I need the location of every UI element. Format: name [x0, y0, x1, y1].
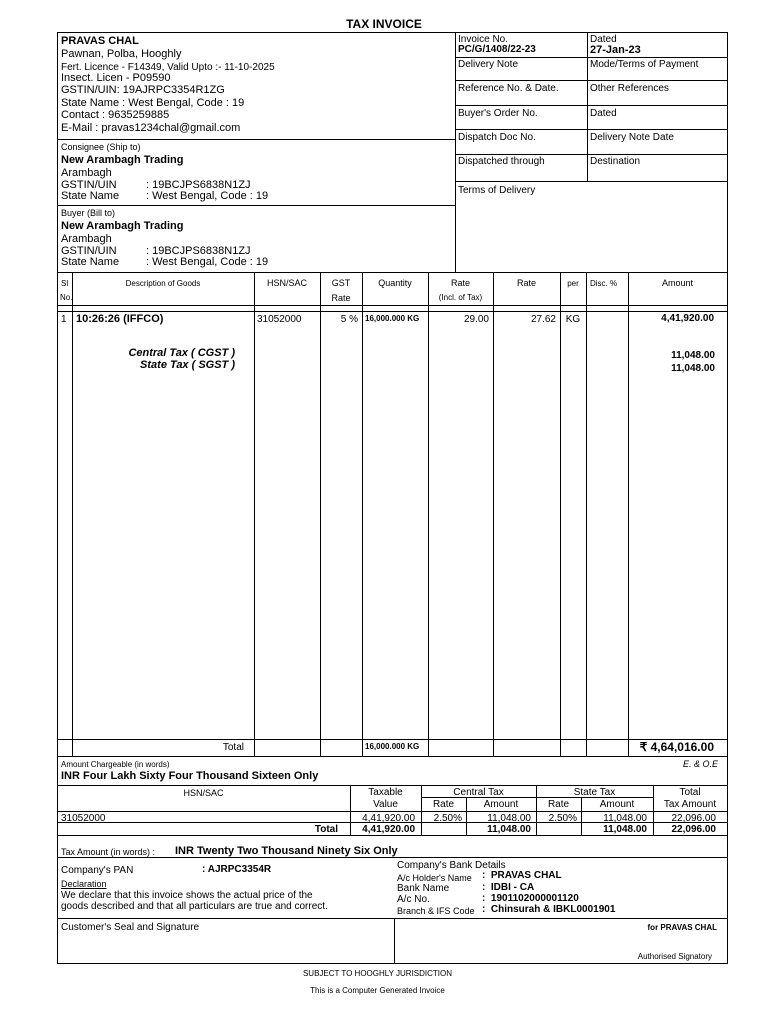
col-gst-rate: Rate	[331, 293, 351, 303]
declaration-line-1: We declare that this invoice shows the actual price of the	[61, 890, 313, 901]
hsn-row-taxable: 4,41,920.00	[362, 813, 415, 824]
item-per: KG	[565, 314, 581, 325]
sgst-label: State Tax ( SGST )	[140, 359, 235, 371]
consignee-state-label: State Name	[61, 190, 120, 202]
order-dated-label: Dated	[590, 108, 617, 119]
hsn-total-c-amount: 11,048.00	[487, 824, 531, 835]
seller-state: State Name : West Bengal, Code : 19	[61, 97, 245, 109]
hsn-col-total: Total	[679, 787, 701, 798]
acno-value: : 1901102000001120	[482, 893, 579, 904]
buyer-state: : West Bengal, Code : 19	[146, 256, 269, 268]
grand-total: ₹ 4,64,016.00	[639, 740, 714, 754]
hsn-col-value: Value	[373, 799, 398, 810]
hsn-total-label: Total	[314, 824, 338, 835]
consignee-gstin-label: GSTIN/UIN	[61, 179, 117, 191]
consignee-heading: Consignee (Ship to)	[61, 142, 141, 152]
delivery-note-date-label: Delivery Note Date	[590, 132, 674, 143]
dispatched-through-label: Dispatched through	[458, 156, 545, 167]
buyer-gstin: : 19BCJPS6838N1ZJ	[146, 245, 251, 257]
dispatch-doc-label: Dispatch Doc No.	[458, 132, 536, 143]
hsn-row-s-rate: 2.50%	[548, 813, 577, 824]
invoice-no: PC/G/1408/22-23	[458, 44, 536, 55]
seller-address: Pawnan, Polba, Hooghly	[61, 48, 182, 60]
declaration-heading: Declaration	[61, 879, 107, 889]
buyer-gstin-label: GSTIN/UIN	[61, 245, 117, 257]
hsn-row-c-amount: 11,048.00	[487, 813, 531, 824]
col-rate-incl-sub: (Incl. of Tax)	[438, 293, 483, 302]
dated-label: Dated	[590, 34, 617, 45]
seller-name: PRAVAS CHAL	[61, 35, 139, 47]
col-disc: Disc. %	[590, 279, 618, 288]
items-total-label: Total	[222, 742, 244, 753]
tax-words-label: Tax Amount (in words) :	[61, 847, 156, 857]
hsn-total-total: 22,096.00	[671, 824, 716, 835]
hsn-total-taxable: 4,41,920.00	[362, 824, 415, 835]
hsn-row-code: 31052000	[61, 813, 106, 824]
col-hsn: HSN/SAC	[266, 278, 307, 288]
seller-licence: Fert. Licence - F14349, Valid Upto :- 11-10-2025	[61, 62, 275, 73]
hsn-total-s-amount: 11,048.00	[603, 824, 647, 835]
declaration-line-2: goods described and that all particulars are true and correct.	[61, 901, 328, 912]
col-amount: Amount	[661, 278, 694, 288]
item-gst-rate: 5 %	[340, 314, 358, 325]
seller-insect-licence: Insect. Licen - P09590	[61, 72, 171, 84]
delivery-note-label: Delivery Note	[458, 59, 519, 70]
branch-label: Branch & IFS Code	[397, 906, 475, 916]
item-description: 10:26:26 (IFFCO)	[76, 313, 164, 325]
cgst-amount: 11,048.00	[671, 350, 715, 361]
seller-contact: Contact : 9635259885	[61, 109, 170, 121]
terms-of-delivery-label: Terms of Delivery	[458, 185, 536, 196]
col-description: Description of Goods	[125, 279, 201, 288]
mode-terms-label: Mode/Terms of Payment	[590, 59, 699, 70]
hsn-col-s-amount: Amount	[599, 799, 635, 810]
col-per: per	[567, 279, 579, 288]
col-quantity: Quantity	[378, 278, 412, 288]
col-sl: Sl	[61, 279, 69, 288]
invoice-title: TAX INVOICE	[346, 17, 422, 31]
consignee-place: Arambagh	[61, 167, 112, 179]
item-rate: 27.62	[530, 314, 556, 325]
invoice-date: 27-Jan-23	[590, 44, 641, 56]
jurisdiction-note: SUBJECT TO HOOGHLY JURISDICTION	[302, 969, 453, 978]
col-rate: Rate	[516, 278, 536, 288]
hsn-row-c-rate: 2.50%	[433, 813, 462, 824]
frame-bottom	[57, 963, 728, 964]
consignee-state: : West Bengal, Code : 19	[146, 190, 269, 202]
buyer-state-label: State Name	[61, 256, 120, 268]
item-quantity: 16,000.000 KG	[365, 314, 420, 323]
item-rate-incl: 29.00	[463, 314, 489, 325]
item-sl: 1	[61, 314, 67, 325]
holder-label: A/c Holder's Name	[397, 873, 472, 883]
sgst-amount: 11,048.00	[671, 363, 715, 374]
consignee-name: New Arambagh Trading	[61, 154, 184, 166]
cgst-label: Central Tax ( CGST )	[128, 347, 235, 359]
reference-no-label: Reference No. & Date.	[458, 83, 559, 94]
customer-signature-label: Customer's Seal and Signature	[61, 922, 200, 933]
destination-label: Destination	[590, 156, 641, 167]
computer-generated-note: This is a Computer Generated Invoice	[310, 986, 445, 995]
pan-label: Company's PAN	[61, 865, 134, 876]
for-company: for PRAVAS CHAL	[647, 923, 717, 932]
invoice-no-label: Invoice No.	[458, 34, 509, 45]
consignee-gstin: : 19BCJPS6838N1ZJ	[146, 179, 251, 191]
hsn-col-state: State Tax	[573, 787, 616, 798]
bank-heading: Company's Bank Details	[397, 860, 506, 871]
seller-email: E-Mail : pravas1234chal@gmail.com	[61, 122, 241, 134]
col-rate-incl: Rate	[450, 278, 470, 288]
authorised-signatory: Authorised Signatory	[637, 952, 712, 961]
hsn-col-c-amount: Amount	[483, 799, 519, 810]
tax-amount-in-words: INR Twenty Two Thousand Ninety Six Only	[175, 845, 398, 857]
eoe-note: E. & O.E	[682, 759, 718, 769]
bank-name-value: : IDBI - CA	[482, 882, 535, 893]
holder-value: : PRAVAS CHAL	[482, 870, 562, 881]
amount-in-words: INR Four Lakh Sixty Four Thousand Sixteen Only	[61, 770, 319, 782]
item-amount: 4,41,920.00	[661, 313, 714, 324]
seller-gstin: GSTIN/UIN: 19AJRPC3354R1ZG	[61, 84, 225, 96]
hsn-row-total: 22,096.00	[671, 813, 716, 824]
hsn-col-hsn: HSN/SAC	[183, 788, 224, 798]
col-gst: GST	[331, 278, 351, 288]
hsn-col-taxable: Taxable	[368, 787, 403, 798]
buyers-order-label: Buyer's Order No.	[458, 108, 538, 119]
hsn-col-total-tax: Tax Amount	[663, 799, 717, 810]
hsn-col-s-rate: Rate	[547, 799, 570, 810]
hsn-row-s-amount: 11,048.00	[603, 813, 647, 824]
branch-value: : Chinsurah & IBKL0001901	[482, 904, 616, 915]
buyer-heading: Buyer (Bill to)	[61, 208, 116, 218]
acno-label: A/c No.	[397, 894, 430, 905]
other-references-label: Other References	[590, 83, 669, 94]
frame-top	[57, 32, 728, 33]
buyer-name: New Arambagh Trading	[61, 220, 184, 232]
items-total-quantity: 16,000.000 KG	[365, 742, 420, 751]
pan-value: : AJRPC3354R	[202, 864, 272, 875]
frame-right	[727, 32, 728, 963]
item-hsn: 31052000	[257, 314, 302, 325]
buyer-place: Arambagh	[61, 233, 112, 245]
hsn-col-c-rate: Rate	[432, 799, 455, 810]
amount-words-label: Amount Chargeable (in words)	[61, 760, 170, 769]
col-sl-no: No.	[60, 293, 73, 302]
hsn-col-central: Central Tax	[453, 787, 504, 798]
bank-name-label: Bank Name	[397, 883, 450, 894]
